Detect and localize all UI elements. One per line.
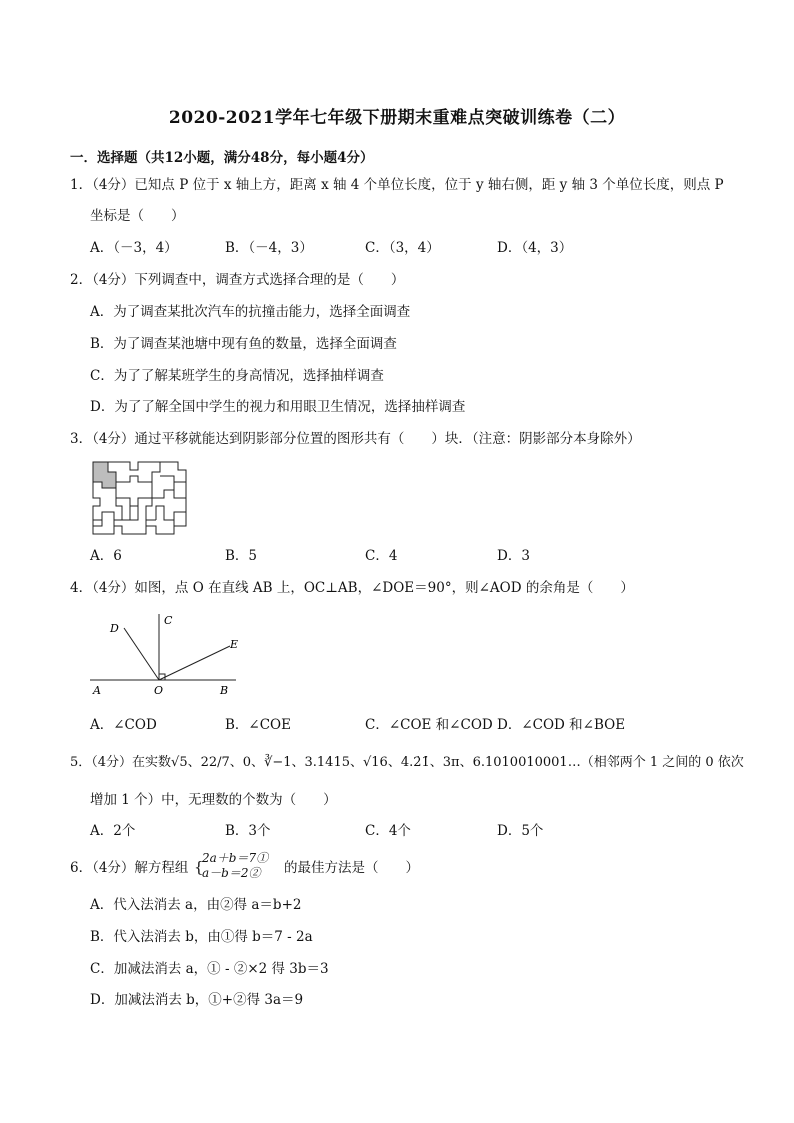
q2-option-b: B．为了调查某池塘中现有鱼的数量，选择全面调查 [90, 336, 397, 352]
q2-option-c: C．为了了解某班学生的身高情况，选择抽样调查 [90, 368, 384, 384]
q3-option-a: A．6 [90, 548, 122, 564]
label-c: C [164, 614, 173, 627]
ray-oe [159, 646, 230, 680]
equation-1: 2a＋b＝7① [202, 851, 269, 865]
q2-option-d: D．为了了解全国中学生的视力和用眼卫生情况，选择抽样调查 [90, 399, 466, 415]
q3-option-b: B．5 [225, 548, 258, 564]
q5-option-d: D．5个 [497, 823, 544, 839]
q6-option-b: B．代入法消去 b，由①得 b＝7 - 2a [90, 929, 313, 945]
q1-option-b: B．（－4，3） [225, 240, 313, 256]
question-1-text-cont: 坐标是（ ） [90, 208, 185, 224]
page-title: 2020-2021学年七年级下册期末重难点突破训练卷（二） [168, 108, 626, 128]
question-4-text: 4．（4分）如图，点 O 在直线 AB 上，OC⊥AB，∠DOE＝90°，则∠AOD 的余角是（ ） [70, 580, 634, 596]
q4-option-a: A．∠COD [90, 717, 157, 733]
q6-option-c: C．加减法消去 a，① - ②×2 得 3b＝3 [90, 961, 329, 977]
question-6-suffix: 的最佳方法是（ ） [284, 860, 419, 876]
label-o: O [154, 684, 164, 697]
system-brace: { [194, 858, 204, 876]
q4-option-c: C．∠COE 和∠COD [365, 717, 493, 733]
label-d: D [110, 622, 119, 635]
question-6-prefix: 6．（4分）解方程组 [70, 860, 189, 876]
q6-option-d: D．加减法消去 b，①+②得 3a＝9 [90, 992, 304, 1008]
label-a: A [93, 684, 101, 697]
angle-figure [88, 610, 248, 702]
q2-option-a: A．为了调查某批次汽车的抗撞击能力，选择全面调查 [90, 304, 411, 320]
q1-option-d: D．（4，3） [497, 240, 573, 256]
equation-2: a－b＝2② [202, 866, 261, 880]
q5-option-b: B．3个 [225, 823, 271, 839]
question-3-text: 3．（4分）通过平移就能达到阴影部分位置的图形共有（ ）块．（注意：阴影部分本身除外） [70, 431, 641, 447]
q5-option-a: A．2个 [90, 823, 136, 839]
q3-option-d: D．3 [497, 548, 530, 564]
q1-option-a: A．（－3，4） [90, 240, 178, 256]
question-5-text-cont: 增加 1 个）中，无理数的个数为（ ） [90, 792, 337, 808]
question-1-text: 1．（4分）已知点 P 位于 x 轴上方，距离 x 轴 4 个单位长度，位于 y 轴右侧，距 y 轴 3 个单位长度，则点 P [70, 177, 724, 193]
q6-option-a: A．代入法消去 a，由②得 a＝b+2 [90, 897, 302, 913]
q4-option-d: D．∠COD 和∠BOE [497, 717, 626, 733]
q1-option-c: C．（3，4） [365, 240, 440, 256]
question-2-text: 2．（4分）下列调查中，调查方式选择合理的是（ ） [70, 272, 405, 288]
label-e: E [230, 638, 239, 651]
q4-option-b: B．∠COE [225, 717, 291, 733]
q3-option-c: C．4 [365, 548, 398, 564]
q5-option-c: C．4个 [365, 823, 411, 839]
label-b: B [220, 684, 229, 697]
question-5-text: 5．（4分）在实数√5、22/7、0、∛−1、3.1415、√16、4.2̇1̇、3π、6.1010010001…（相邻两个 1 之间的 0 依次 [70, 755, 744, 770]
ray-od [124, 628, 159, 680]
puzzle-figure [90, 460, 194, 536]
section-heading: 一．选择题（共12小题，满分48分，每小题4分） [70, 150, 374, 166]
